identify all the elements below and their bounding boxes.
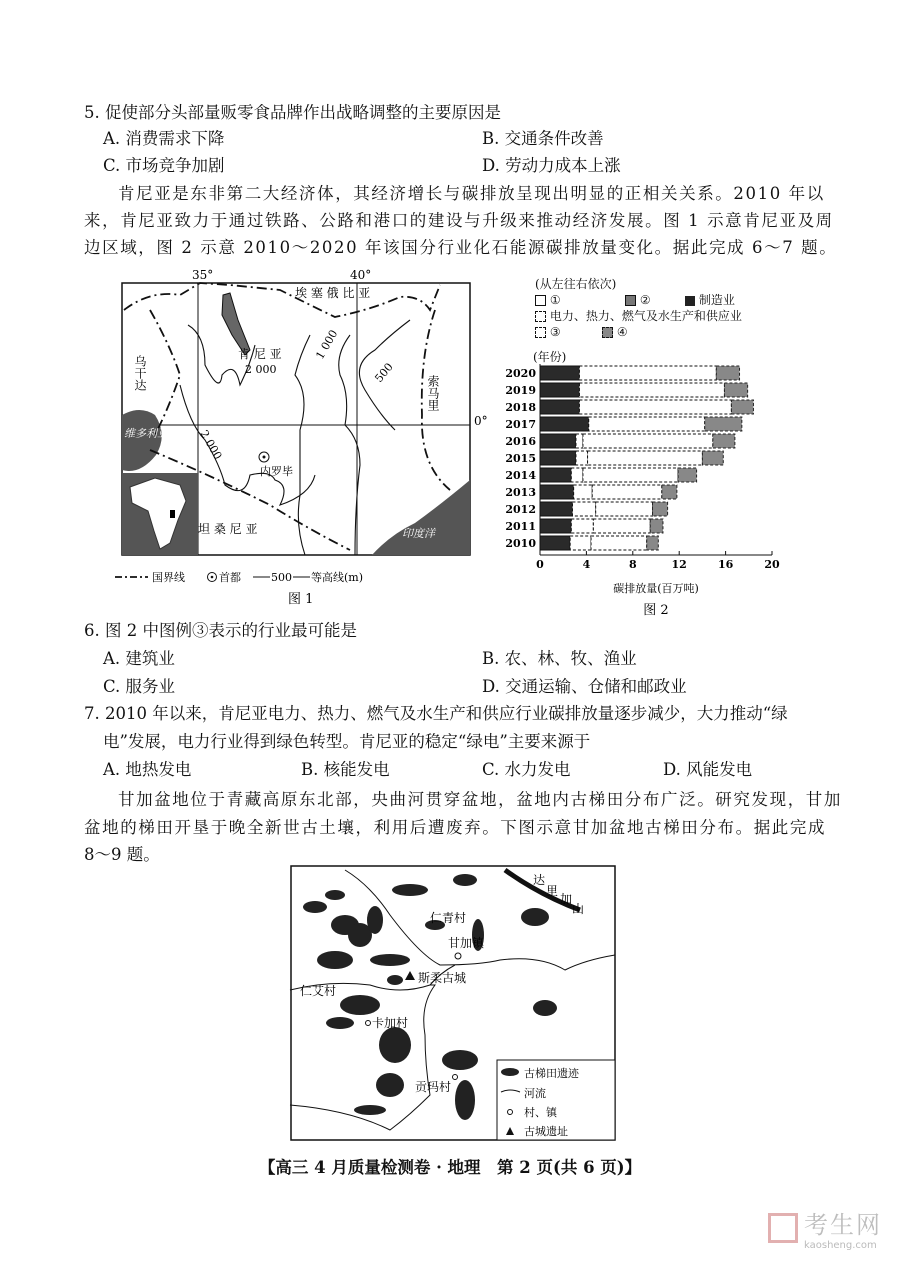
bar-2020-3 [716, 366, 739, 380]
bar-2015-1 [576, 451, 588, 465]
q7-stem-cont: 电”发展，电力行业得到绿色转型。肯尼亚的稳定“绿电”主要来源于 [103, 732, 591, 751]
gongma-village-label: 贡玛村 [415, 1080, 452, 1094]
daligashan-label: 加 [560, 892, 573, 906]
q5-option-a: A. 消费需求下降 [103, 129, 225, 148]
kenya-label: 肯 尼 亚 [238, 347, 282, 361]
bar-2013-3 [662, 485, 677, 499]
x-tick-label: 0 [536, 558, 544, 571]
watermark-logo-icon [768, 1213, 798, 1243]
year-tick-label: 2012 [505, 503, 536, 516]
legend-swatch-4 [602, 327, 613, 338]
bar-2017-3 [705, 417, 742, 431]
x-tick-label: 4 [582, 558, 591, 571]
x-tick-label: 12 [671, 558, 687, 571]
bar-2012-2 [596, 502, 653, 516]
x-axis-title: 碳排放量(百万吨) [613, 582, 699, 595]
daligashan-label: 达 [533, 873, 546, 887]
passage1-line: 肯尼亚是东非第二大经济体，其经济增长与碳排放呈现出明显的正相关关系。2010 年以 [118, 184, 825, 203]
watermark-name: 考生网 [804, 1211, 882, 1239]
q6-option-d: D. 交通运输、仓储和邮政业 [482, 677, 687, 696]
bar-2011-2 [593, 519, 650, 533]
q5-option-d: D. 劳动力成本上涨 [482, 156, 621, 175]
figure-2-caption: 图 2 [643, 603, 669, 618]
legend-river: 河流 [524, 1087, 546, 1100]
year-tick-label: 2015 [505, 452, 536, 465]
passage2-line: 8～9 题。 [84, 845, 160, 864]
legend-swatch-2 [625, 295, 636, 306]
q6-option-b: B. 农、林、牧、渔业 [482, 649, 637, 668]
year-tick-label: 2010 [505, 537, 536, 550]
sirou-ancient-city-label: 斯柔古城 [418, 971, 467, 985]
legend-swatch-1 [535, 295, 546, 306]
bar-2019-0 [540, 383, 579, 397]
contour-label-500: 500 [372, 360, 396, 385]
village-icon [366, 1021, 371, 1026]
capital-icon [263, 456, 266, 459]
bar-2013-0 [540, 485, 574, 499]
contour-label-2000b: 2 000 [197, 428, 225, 462]
legend-label-1: ① [549, 293, 561, 307]
legend-label-2: ② [639, 293, 651, 307]
q5-stem: 5. 促使部分头部量贩零食品牌作出战略调整的主要原因是 [84, 103, 501, 122]
watermark [768, 1205, 882, 1251]
bar-2011-3 [650, 519, 663, 533]
bar-2010-3 [647, 536, 659, 550]
bar-2016-3 [713, 434, 735, 448]
legend-contour: 等高线(m) [311, 571, 364, 584]
kajia-village-label: 卡加村 [372, 1016, 409, 1030]
bar-2020-0 [540, 366, 579, 380]
figure-3-ganjia-basin-map [290, 865, 616, 1141]
x-tick-label: 8 [628, 558, 637, 571]
bar-2013-2 [592, 485, 662, 499]
bar-2014-0 [540, 468, 571, 482]
daligashan-label: 里 [546, 884, 559, 898]
q7-stem: 7. 2010 年以来，肯尼亚电力、热力、燃气及水生产和供应行业碳排放量逐步减少，大力推动“绿 [84, 704, 788, 723]
chart-legend [535, 292, 742, 340]
x-tick-label: 16 [717, 558, 734, 571]
bar-2010-1 [570, 536, 591, 550]
bar-2020-2 [579, 366, 716, 380]
lat-0-label: 0° [474, 414, 488, 428]
q6-option-a: A. 建筑业 [103, 649, 175, 668]
indian-ocean-label: 印度洋 [402, 527, 435, 540]
passage2-line: 甘加盆地位于青藏高原东北部，央曲河贯穿盆地，盆地内古梯田分布广泛。研究发现，甘加 [118, 790, 842, 809]
bar-2012-3 [653, 502, 668, 516]
q7-option-a: A. 地热发电 [103, 760, 192, 779]
bar-2019-3 [724, 383, 747, 397]
village-icon [453, 1075, 458, 1080]
tanzania-label: 坦 桑 尼 亚 [198, 522, 258, 536]
bar-2015-0 [540, 451, 576, 465]
legend-swatch-manufacturing [685, 296, 695, 306]
legend-label-electricity: 电力、热力、燃气及水生产和供应业 [549, 309, 742, 323]
bar-2018-0 [540, 400, 579, 414]
year-tick-label: 2016 [505, 435, 536, 448]
watermark-url: kaosheng.com [804, 1240, 877, 1251]
renai-village-label: 仁艾村 [300, 984, 337, 998]
chart-legend-note: (从左往右依次) [535, 277, 617, 291]
bar-2016-1 [576, 434, 583, 448]
year-tick-label: 2020 [505, 367, 536, 380]
daligashan-label: 山 [572, 902, 585, 916]
somalia-label: 索马里 [426, 375, 440, 411]
legend-label-4: ④ [616, 325, 628, 339]
passage1-line: 边区域，图 2 示意 2010～2020 年该国分行业化石能源碳排放量变化。据此完成 6～7 题。 [84, 238, 838, 257]
legend-ancient-city: 古城遗址 [524, 1125, 568, 1138]
bar-2017-2 [589, 417, 705, 431]
bar-2016-0 [540, 434, 576, 448]
bar-2012-0 [540, 502, 572, 516]
year-tick-label: 2018 [505, 401, 536, 414]
legend-swatch-3 [535, 327, 546, 338]
q7-option-c: C. 水力发电 [482, 760, 571, 779]
year-tick-label: 2014 [505, 469, 536, 482]
contour-label-2000: 2 000 [245, 363, 277, 376]
year-tick-label: 2019 [505, 384, 536, 397]
year-tick-label: 2013 [505, 486, 536, 499]
bar-2017-0 [540, 417, 589, 431]
legend-terrace: 古梯田遗迹 [524, 1067, 579, 1080]
q5-option-c: C. 市场竞争加剧 [103, 156, 225, 175]
lake-victoria-label: 维多利亚湖 [124, 427, 179, 440]
figure-1-kenya-map [110, 265, 495, 610]
contour-label-1000: 1 000 [313, 327, 341, 362]
figure-1-caption: 图 1 [288, 592, 314, 607]
village-icon [455, 953, 461, 959]
bar-2010-0 [540, 536, 570, 550]
renqing-village-label: 仁青村 [430, 911, 467, 925]
legend-village: 村、镇 [524, 1106, 557, 1119]
q6-option-c: C. 服务业 [103, 677, 176, 696]
q5-option-b: B. 交通条件改善 [482, 129, 604, 148]
legend-label-manufacturing: 制造业 [698, 293, 735, 307]
bar-2018-2 [579, 400, 731, 414]
figure-2-bar-chart [500, 360, 800, 618]
legend-label-3: ③ [549, 325, 561, 339]
x-tick-label: 20 [764, 558, 780, 571]
legend-capital: 首都 [219, 571, 241, 584]
bar-2011-1 [571, 519, 593, 533]
bar-2015-2 [588, 451, 703, 465]
bar-2019-2 [579, 383, 724, 397]
chart-ylabel: (年份) [533, 350, 567, 364]
legend-contour-value: 500 [271, 571, 292, 584]
ethiopia-label: 埃 塞 俄 比 亚 [295, 286, 371, 300]
passage1-line: 来，肯尼亚致力于通过铁路、公路和港口的建设与升级来推动经济发展。图 1 示意肯尼亚及周 [84, 211, 834, 230]
lon-35-label: 35° [192, 268, 214, 282]
bar-2015-3 [702, 451, 723, 465]
bar-2014-2 [583, 468, 678, 482]
year-tick-label: 2017 [505, 418, 536, 431]
nairobi-label: 内罗毕 [260, 465, 293, 478]
ganjia-town-label: 甘加镇 [448, 936, 485, 950]
uganda-label: 乌干达 [133, 355, 147, 391]
q7-option-b: B. 核能发电 [301, 760, 390, 779]
lon-40-label: 40° [350, 268, 372, 282]
bar-2010-2 [591, 536, 647, 550]
legend-swatch-electricity [535, 311, 546, 322]
q7-option-d: D. 风能发电 [663, 760, 753, 779]
bar-2014-3 [678, 468, 697, 482]
bar-2013-1 [574, 485, 593, 499]
year-tick-label: 2011 [505, 520, 536, 533]
bar-2014-1 [571, 468, 583, 482]
bar-2012-1 [572, 502, 595, 516]
bar-2018-3 [731, 400, 753, 414]
bar-2011-0 [540, 519, 571, 533]
passage2-line: 盆地的梯田开垦于晚全新世古土壤，利用后遭废弃。下图示意甘加盆地古梯田分布。据此完成 [84, 818, 827, 837]
bar-2016-2 [583, 434, 713, 448]
q6-stem: 6. 图 2 中图例③表示的行业最可能是 [84, 621, 357, 640]
legend-border: 国界线 [152, 571, 185, 584]
page-footer: 【高三 4 月质量检测卷 · 地理 第 2 页(共 6 页)】 [258, 1158, 642, 1177]
